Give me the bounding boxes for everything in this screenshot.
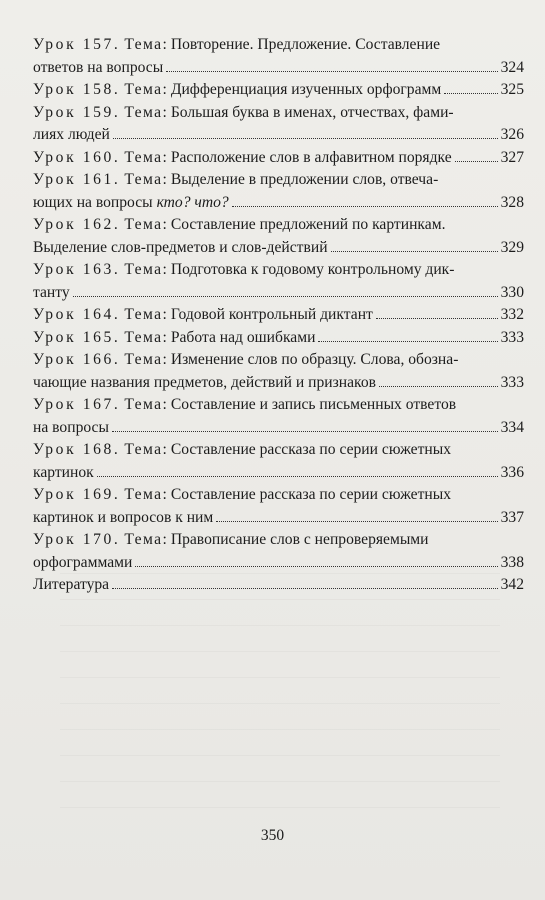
toc-entry [33,34,524,79]
toc-entry [33,147,524,170]
page-number: 338 [500,553,524,571]
toc-line [33,417,524,440]
page-number: 333 [500,328,524,346]
dot-leader [112,431,498,432]
entry-title: Годовой контрольный диктант [170,306,373,323]
page-number: 325 [500,81,524,98]
page-number: 327 [500,148,524,166]
toc-entry [33,102,524,147]
lesson-label: Урок 170. [33,531,121,548]
toc-entry [33,169,524,214]
lesson-label: Урок 165. [33,328,121,346]
toc-line: Урок 170. Тема : Правописание слов с непроверяемыми [33,529,524,552]
toc-entry [33,439,524,484]
toc-entry [33,259,524,304]
lesson-label: Урок 167. [33,396,121,413]
table-of-contents [33,34,524,597]
topic-label: Тема [124,148,163,166]
topic-label: Тема [124,81,163,98]
topic-label: Тема [124,216,163,233]
toc-line [33,507,524,530]
topic-label: Тема [124,103,163,121]
dot-leader [331,251,498,252]
toc-entry [33,394,524,439]
toc-line [33,552,524,575]
page-footer-number: 350 [260,827,285,844]
toc-line: Урок 166. Тема : Изменение слов по образцу. Слова, обозна- [33,349,524,372]
entry-title-continued: лиях людей [33,126,110,143]
toc-line: Урок 167. Тема : Составление и запись письменных ответов [33,394,524,417]
page-number: 334 [500,418,524,436]
toc-line [33,57,524,80]
entry-title-continued: ющих на вопросы [33,193,153,211]
lesson-label: Урок 157. [33,36,121,53]
entry-title: Составление рассказа по серии сюжетных [170,486,451,503]
page-number: 329 [500,238,524,256]
entry-title: Правописание слов с непроверяемыми [170,531,429,548]
lesson-label: Урок 163. [33,261,121,278]
page-number: 332 [500,306,524,323]
entry-title: Составление и запись письменных ответов [170,396,457,413]
toc-line: Урок 165. Тема : Работа над ошибками 333 [33,327,524,350]
toc-line [33,574,524,597]
lesson-label: Урок 159. [33,103,121,121]
toc-line [33,237,524,260]
page-number: 328 [500,193,524,211]
topic-label: Тема [124,351,163,368]
entry-title: Дифференциация изученных орфограмм [170,81,442,98]
toc-entry-literature [33,574,524,597]
toc-line [33,282,524,305]
dot-leader [97,476,498,477]
toc-line: Урок 159. Тема : Большая буква в именах, отчествах, фами- [33,102,524,125]
toc-line [33,124,524,147]
page-number: 333 [500,373,524,391]
topic-label: Тема [124,486,163,503]
entry-title: Расположение слов в алфавитном порядке [170,148,452,166]
toc-entry [33,349,524,394]
page-number: 342 [500,576,524,593]
entry-title-continued: ответов на вопросы [33,58,164,76]
toc-entry [33,327,524,350]
dot-leader [318,341,497,342]
dot-leader [376,318,498,319]
dot-leader [232,206,498,207]
toc-entry [33,484,524,529]
entry-title: Подготовка к годовому контрольному дик- [170,261,455,278]
lesson-label: Урок 168. [33,441,121,458]
entry-title-italic: кто? что? [156,193,229,211]
entry-title: Большая буква в именах, отчествах, фами- [170,103,454,121]
page-number: 326 [500,126,524,143]
topic-label: Тема [124,306,163,323]
toc-line: Урок 160. Тема : Расположение слов в алфавитном порядке 327 [33,147,524,170]
toc-line: Урок 169. Тема : Составление рассказа по серии сюжетных [33,484,524,507]
dot-leader [73,296,498,297]
lesson-label: Урок 158. [33,81,121,98]
lesson-label: Урок 164. [33,306,121,323]
toc-line [33,462,524,485]
toc-entry [33,529,524,574]
lesson-label: Урок 162. [33,216,121,233]
dot-leader [113,138,498,139]
topic-label: Тема [124,171,163,188]
page-number: 330 [500,283,524,301]
lesson-label: Урок 160. [33,148,121,166]
toc-entry [33,214,524,259]
page-number: 337 [500,508,524,526]
topic-label: Тема [124,36,163,53]
entry-title-continued: чающие названия предметов, действий и признаков [33,373,376,391]
dot-leader [455,161,498,162]
entry-title-continued: картинок и вопросов к ним [33,508,214,526]
dot-leader [166,71,497,72]
entry-title: Изменение слов по образцу. Слова, обозна- [170,351,459,368]
entry-title-continued: Выделение слов-предметов и слов-действий [33,238,328,256]
toc-line: Урок 168. Тема : Составление рассказа по серии сюжетных [33,439,524,462]
entry-title: Литература [33,576,110,593]
toc-line: Урок 157. Тема : Повторение. Предложение. Составление [33,34,524,57]
entry-title-continued: картинок [33,463,94,481]
topic-label: Тема [124,396,163,413]
toc-line: Урок 162. Тема : Составление предложений по картинкам. [33,214,524,237]
page-number: 336 [500,463,524,481]
lesson-label: Урок 161. [33,171,121,188]
toc-line: Урок 161. Тема : Выделение в предложении слов, отвеча- [33,169,524,192]
lesson-label: Урок 166. [33,351,121,368]
entry-title: Работа над ошибками [170,328,316,346]
entry-title-continued: орфограммами [33,553,133,571]
entry-title: Выделение в предложении слов, отвеча- [170,171,439,188]
toc-entry [33,79,524,102]
dot-leader [112,588,498,589]
toc-entry [33,304,524,327]
entry-title-continued: танту [33,283,70,301]
toc-line [33,192,524,215]
toc-line [33,372,524,395]
entry-title-continued: на вопросы [33,418,109,436]
toc-line: Урок 163. Тема : Подготовка к годовому контрольному дик- [33,259,524,282]
dot-leader [135,566,497,567]
dot-leader [216,521,497,522]
topic-label: Тема [124,328,163,346]
toc-line: Урок 158. Тема : Дифференциация изученных орфограмм 325 [33,79,524,102]
dot-leader [444,93,497,94]
page-number: 324 [500,58,524,76]
lesson-label: Урок 169. [33,486,121,503]
topic-label: Тема [124,531,163,548]
entry-title: Повторение. Предложение. Составление [170,36,441,53]
dot-leader [379,386,498,387]
toc-line: Урок 164. Тема : Годовой контрольный диктант 332 [33,304,524,327]
topic-label: Тема [124,261,163,278]
topic-label: Тема [124,441,163,458]
entry-title: Составление предложений по картинкам. [170,216,446,233]
entry-title: Составление рассказа по серии сюжетных [170,441,451,458]
